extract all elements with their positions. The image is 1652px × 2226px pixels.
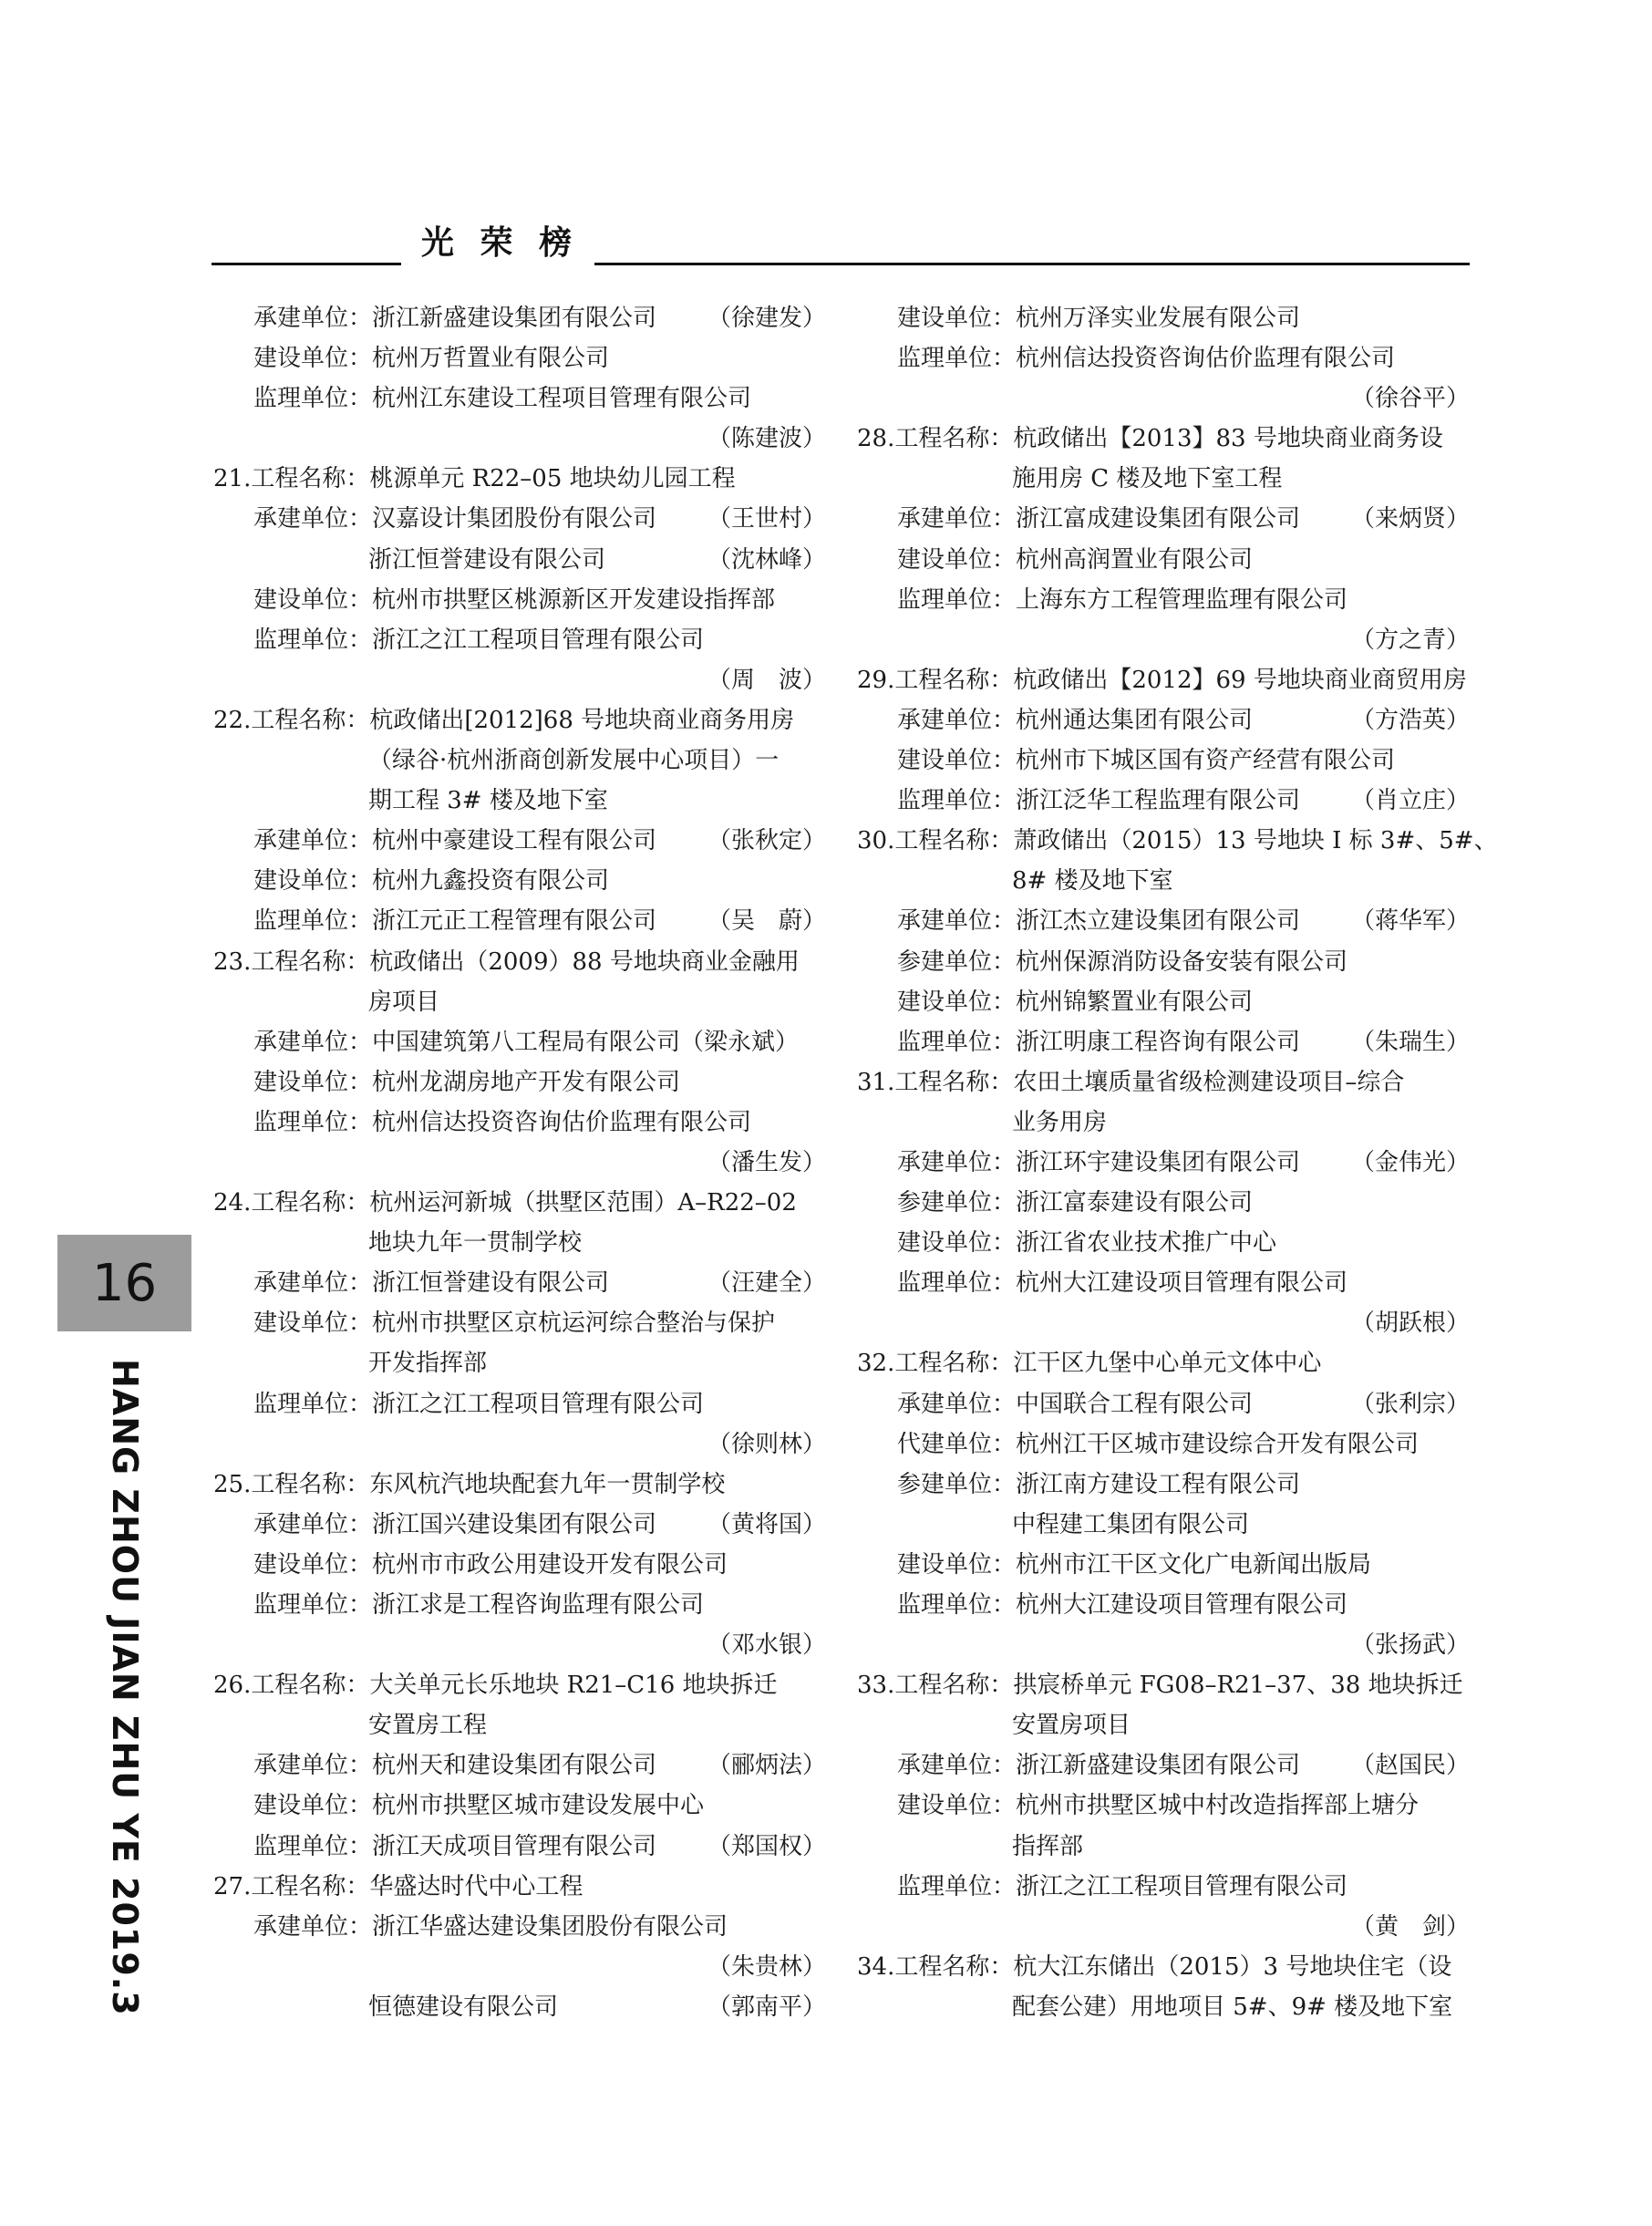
running-title: HANG ZHOU JIAN ZHU YE 2019.3	[105, 1359, 145, 2016]
line-text: 建设单位：杭州市拱墅区京杭运河综合整治与保护	[253, 1310, 776, 1338]
line-text: 参建单位：浙江富泰建设有限公司	[897, 1189, 1254, 1217]
list-item	[213, 1625, 826, 1665]
list-item	[213, 499, 826, 539]
line-text: 承建单位：杭州通达集团有限公司	[897, 706, 1254, 734]
list-item	[857, 700, 1470, 740]
list-item	[857, 459, 1470, 499]
person-name: （黄 剑）	[1350, 1912, 1470, 1941]
person-name: （张扬武）	[1350, 1631, 1470, 1660]
project-title-line	[213, 700, 826, 740]
list-item	[213, 982, 826, 1022]
list-item	[857, 1827, 1470, 1867]
project-title-line	[213, 1183, 826, 1223]
list-item	[857, 1907, 1470, 1947]
line-text: 承建单位：浙江国兴建设集团有限公司	[253, 1510, 657, 1538]
line-text: 承建单位：中国联合工程有限公司	[897, 1390, 1254, 1418]
line-text: 监理单位：浙江求是工程咨询监理有限公司	[253, 1591, 705, 1619]
list-item	[213, 1343, 826, 1383]
list-item	[857, 1987, 1470, 2027]
line-text: 建设单位：杭州万哲置业有限公司	[253, 345, 610, 373]
line-text: 建设单位：杭州市下城区国有资产经营有限公司	[897, 747, 1396, 775]
list-item	[213, 580, 826, 620]
line-text: 中程建工集团有限公司	[1012, 1510, 1250, 1538]
person-name: （郑国权）	[707, 1832, 826, 1860]
line-text: 建设单位：杭州市拱墅区城市建设发展中心	[253, 1792, 705, 1820]
line-text: 23.工程名称：杭政储出（2009）88 号地块商业金融用	[213, 947, 800, 976]
person-name: （朱瑞生）	[1350, 1028, 1470, 1056]
line-text: 指挥部	[1012, 1832, 1084, 1860]
line-text: 监理单位：杭州信达投资咨询估价监理有限公司	[253, 1108, 752, 1136]
list-item	[857, 1745, 1470, 1786]
project-title-line	[857, 419, 1470, 459]
list-item	[213, 540, 826, 580]
project-title-line	[857, 1062, 1470, 1103]
line-text: 开发指挥部	[368, 1350, 488, 1378]
person-name: （肖立庄）	[1350, 787, 1470, 815]
list-item	[213, 378, 826, 419]
line-text: 建设单位：杭州九鑫投资有限公司	[253, 867, 610, 896]
line-text: 房项目	[368, 988, 440, 1016]
list-item	[213, 1745, 826, 1786]
list-item	[213, 1384, 826, 1424]
list-item	[857, 1867, 1470, 1907]
line-text: 建设单位：杭州市拱墅区桃源新区开发建设指挥部	[253, 585, 776, 614]
list-item	[857, 1223, 1470, 1263]
person-name: （徐建发）	[707, 305, 826, 332]
person-name: （郭南平）	[707, 1993, 826, 2021]
line-text: 32.工程名称：江干区九堡中心单元文体中心	[857, 1350, 1322, 1378]
line-text: 监理单位：浙江之江工程项目管理有限公司	[253, 1390, 705, 1418]
list-item	[213, 298, 826, 338]
project-title-line	[213, 459, 826, 499]
person-name: （方之青）	[1350, 626, 1470, 654]
list-item	[857, 1545, 1470, 1585]
line-text: 监理单位：上海东方工程管理监理有限公司	[897, 585, 1348, 614]
line-text: 22.工程名称：杭政储出[2012]68 号地块商业商务用房	[213, 706, 795, 734]
person-name: （潘生发）	[707, 1148, 826, 1176]
line-text: 监理单位：浙江天成项目管理有限公司	[253, 1832, 657, 1860]
person-name: （来炳贤）	[1350, 505, 1470, 533]
list-item	[213, 740, 826, 781]
person-name: （黄将国）	[707, 1510, 826, 1538]
line-text: 建设单位：杭州锦繁置业有限公司	[897, 988, 1254, 1016]
list-item	[857, 1424, 1470, 1465]
list-item	[857, 1263, 1470, 1303]
line-text: 34.工程名称：杭大江东储出（2015）3 号地块住宅（设	[857, 1952, 1452, 1981]
list-item	[857, 499, 1470, 539]
list-item	[213, 1705, 826, 1745]
person-name: （汪建全）	[707, 1269, 826, 1298]
line-text: 承建单位：浙江富成建设集团有限公司	[897, 505, 1301, 533]
list-item	[213, 1947, 826, 1987]
person-name: （王世村）	[707, 505, 826, 533]
person-name: （胡跃根）	[1350, 1310, 1470, 1338]
list-item	[857, 378, 1470, 419]
list-item	[857, 861, 1470, 901]
person-name: （周 波）	[707, 666, 826, 694]
list-item	[213, 1303, 826, 1343]
project-title-line	[213, 1665, 826, 1705]
person-name: （徐谷平）	[1350, 385, 1470, 413]
line-text: 承建单位：汉嘉设计集团股份有限公司	[253, 505, 657, 533]
line-text: 监理单位：杭州大江建设项目管理有限公司	[897, 1591, 1348, 1619]
list-item	[213, 1786, 826, 1826]
list-item	[213, 660, 826, 700]
line-text: 恒德建设有限公司	[368, 1993, 559, 2021]
line-text: 参建单位：浙江南方建设工程有限公司	[897, 1470, 1301, 1498]
project-title-line	[857, 660, 1470, 700]
list-item	[857, 540, 1470, 580]
line-text: 监理单位：浙江之江工程项目管理有限公司	[897, 1872, 1348, 1900]
list-item	[857, 982, 1470, 1022]
line-text: 期工程 3# 楼及地下室	[368, 787, 608, 815]
person-name: （邓水银）	[707, 1631, 826, 1660]
list-item	[213, 1987, 826, 2027]
line-text: 28.工程名称：杭政储出【2013】83 号地块商业商务设	[857, 425, 1443, 453]
list-item	[857, 1705, 1470, 1745]
list-item	[857, 1103, 1470, 1143]
person-name: （赵国民）	[1350, 1752, 1470, 1780]
list-item	[857, 1465, 1470, 1505]
list-item	[213, 821, 826, 861]
list-item	[857, 298, 1470, 338]
line-text: 承建单位：浙江华盛达建设集团股份有限公司	[253, 1912, 728, 1941]
list-item	[857, 942, 1470, 982]
line-text: 浙江恒誉建设有限公司	[368, 545, 606, 574]
line-text: 安置房项目	[1012, 1712, 1131, 1740]
line-text: 建设单位：浙江省农业技术推广中心	[897, 1229, 1277, 1258]
person-name: （朱贵林）	[707, 1952, 826, 1981]
list-item	[857, 1303, 1470, 1343]
line-text: 承建单位：浙江恒誉建设有限公司	[253, 1269, 610, 1298]
section-header-title: 光 荣 榜	[421, 224, 580, 262]
line-text: 27.工程名称：华盛达时代中心工程	[213, 1872, 583, 1900]
list-item	[213, 1827, 826, 1867]
list-item	[857, 1022, 1470, 1062]
list-item	[857, 1143, 1470, 1183]
person-name: （陈建波）	[707, 425, 826, 453]
line-text: 26.工程名称：大关单元长乐地块 R21–C16 地块拆迁	[213, 1672, 778, 1700]
list-item	[857, 901, 1470, 941]
line-text: 建设单位：杭州高润置业有限公司	[897, 545, 1254, 574]
line-text: 承建单位：中国建筑第八工程局有限公司（梁永斌）	[253, 1028, 800, 1056]
line-text: 30.工程名称：萧政储出（2015）13 号地块 I 标 3#、5#、	[857, 827, 1498, 855]
list-item	[213, 1263, 826, 1303]
person-name: （张利宗）	[1350, 1390, 1470, 1418]
person-name: （蒋华军）	[1350, 907, 1470, 936]
line-text: 监理单位：杭州大江建设项目管理有限公司	[897, 1269, 1348, 1298]
line-text: 配套公建）用地项目 5#、9# 楼及地下室	[1012, 1993, 1453, 2021]
list-item	[857, 781, 1470, 821]
list-item	[213, 1022, 826, 1062]
project-title-line	[857, 1665, 1470, 1705]
list-item	[213, 1103, 826, 1143]
list-item	[213, 419, 826, 459]
page-number-tab: 16	[57, 1235, 191, 1331]
list-item	[213, 1223, 826, 1263]
person-name: （方浩英）	[1350, 706, 1470, 734]
line-text: 施用房 C 楼及地下室工程	[1012, 465, 1283, 493]
line-text: 承建单位：浙江新盛建设集团有限公司	[897, 1752, 1301, 1780]
project-title-line	[213, 942, 826, 982]
project-title-line	[213, 1465, 826, 1505]
left-column	[213, 298, 826, 2027]
line-text: 监理单位：杭州信达投资咨询估价监理有限公司	[897, 345, 1396, 373]
list-item	[857, 1625, 1470, 1665]
line-text: 建设单位：杭州万泽实业发展有限公司	[897, 305, 1301, 332]
project-title-line	[857, 821, 1498, 861]
line-text: 承建单位：杭州中豪建设工程有限公司	[253, 827, 657, 855]
line-text: 建设单位：杭州市拱墅区城中村改造指挥部上塘分	[897, 1792, 1420, 1820]
line-text: 监理单位：浙江元正工程管理有限公司	[253, 907, 657, 936]
list-item	[857, 740, 1470, 781]
list-item	[857, 1585, 1470, 1625]
project-title-line	[213, 1867, 826, 1907]
line-text: 33.工程名称：拱宸桥单元 FG08–R21–37、38 地块拆迁	[857, 1672, 1463, 1700]
list-item	[213, 1545, 826, 1585]
person-name: （金伟光）	[1350, 1148, 1470, 1176]
line-text: 监理单位：浙江泛华工程监理有限公司	[897, 787, 1301, 815]
list-item	[213, 1907, 826, 1947]
line-text: 业务用房	[1012, 1108, 1108, 1136]
line-text: 承建单位：浙江新盛建设集团有限公司	[253, 305, 657, 332]
list-item	[857, 1384, 1470, 1424]
line-text: 建设单位：杭州龙湖房地产开发有限公司	[253, 1068, 681, 1096]
line-text: 地块九年一贯制学校	[368, 1229, 583, 1258]
list-item	[857, 580, 1470, 620]
person-name: （沈林峰）	[707, 545, 826, 574]
header-rule-right	[594, 263, 1470, 265]
line-text: 31.工程名称：农田土壤质量省级检测建设项目–综合	[857, 1068, 1405, 1096]
line-text: 29.工程名称：杭政储出【2012】69 号地块商业商贸用房	[857, 666, 1467, 694]
line-text: 参建单位：杭州保源消防设备安装有限公司	[897, 947, 1348, 976]
line-text: 承建单位：浙江杰立建设集团有限公司	[897, 907, 1301, 936]
list-item	[213, 1585, 826, 1625]
line-text: 21.工程名称：桃源单元 R22–05 地块幼儿园工程	[213, 465, 736, 493]
line-text: 监理单位：浙江明康工程咨询有限公司	[897, 1028, 1301, 1056]
line-text: 25.工程名称：东风杭汽地块配套九年一贯制学校	[213, 1470, 726, 1498]
line-text: 24.工程名称：杭州运河新城（拱墅区范围）A–R22–02	[213, 1189, 797, 1217]
list-item	[213, 781, 826, 821]
line-text: 监理单位：杭州江东建设工程项目管理有限公司	[253, 385, 752, 413]
line-text: 承建单位：杭州天和建设集团有限公司	[253, 1752, 657, 1780]
list-item	[213, 1424, 826, 1465]
line-text: 监理单位：浙江之江工程项目管理有限公司	[253, 626, 705, 654]
line-text: 建设单位：杭州市市政公用建设开发有限公司	[253, 1550, 728, 1579]
list-item	[857, 1786, 1470, 1826]
line-text: （绿谷·杭州浙商创新发展中心项目）一	[368, 747, 780, 775]
person-name: （吴 蔚）	[707, 907, 826, 936]
list-item	[213, 901, 826, 941]
list-item	[857, 1183, 1470, 1223]
list-item	[213, 1062, 826, 1103]
line-text: 安置房工程	[368, 1712, 488, 1740]
line-text: 8# 楼及地下室	[1012, 867, 1173, 896]
list-item	[213, 1505, 826, 1545]
line-text: 承建单位：浙江环宇建设集团有限公司	[897, 1148, 1301, 1176]
list-item	[857, 338, 1470, 378]
list-item	[857, 620, 1470, 660]
header-rule-left	[212, 263, 401, 265]
list-item	[213, 861, 826, 901]
line-text: 建设单位：杭州市江干区文化广电新闻出版局	[897, 1550, 1372, 1579]
list-item	[213, 1143, 826, 1183]
line-text: 代建单位：杭州江干区城市建设综合开发有限公司	[897, 1430, 1420, 1458]
person-name: （张秋定）	[707, 827, 826, 855]
right-column	[857, 298, 1498, 2027]
person-name: （郦炳法）	[707, 1752, 826, 1780]
project-title-line	[857, 1947, 1470, 1987]
person-name: （徐则林）	[707, 1430, 826, 1458]
list-item	[213, 338, 826, 378]
list-item	[857, 1505, 1470, 1545]
list-item	[213, 620, 826, 660]
project-title-line	[857, 1343, 1470, 1383]
